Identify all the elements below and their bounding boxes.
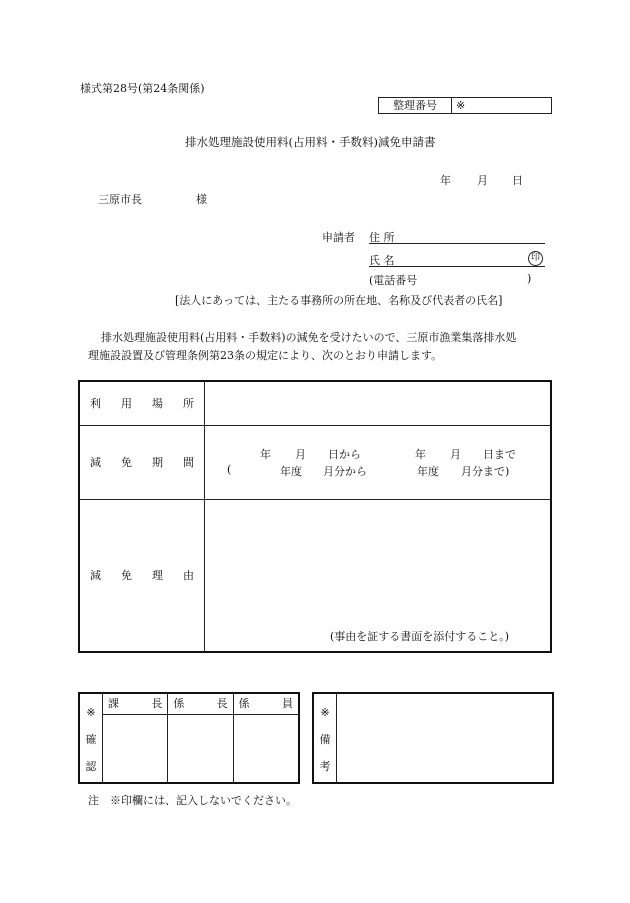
- remarks-char: 考: [319, 760, 331, 773]
- phone-close: ): [527, 272, 532, 285]
- period-to-fiscal-year: 年度: [417, 464, 439, 478]
- staff-header: [234, 694, 298, 714]
- date-year-field[interactable]: 年: [440, 174, 451, 187]
- reason-row: [79, 499, 551, 652]
- address-label: 住 所: [369, 231, 395, 244]
- confirmation-label: [80, 694, 103, 782]
- period-row: [79, 425, 551, 499]
- header-char: 長: [151, 697, 163, 710]
- application-table: [78, 380, 552, 653]
- remarks-mark: ※: [320, 706, 330, 719]
- confirmation-header-row: [103, 694, 298, 715]
- header-char: 長: [216, 697, 228, 710]
- reference-number-field[interactable]: ※: [456, 99, 466, 112]
- reason-attachment-note: (事由を証する書面を添付すること。): [330, 629, 510, 643]
- footnote: 注 ※印欄には、記入しないでください。: [88, 794, 297, 807]
- confirmation-seal-row: [103, 715, 298, 782]
- period-to-day: 日まで: [483, 447, 516, 461]
- remarks-box: [312, 692, 554, 784]
- reason-label-cell: [79, 499, 205, 652]
- confirmation-box: [78, 692, 300, 784]
- period-label-char: 期: [152, 456, 163, 469]
- reference-number-box: [378, 97, 552, 114]
- period-to-year: 年: [415, 447, 426, 461]
- form-number-label: 様式第28号(第24条関係): [80, 82, 205, 95]
- location-label-char: 利: [90, 397, 101, 411]
- location-label-char: 場: [152, 397, 163, 411]
- header-char: 課: [108, 697, 119, 710]
- period-paren-open: (: [227, 462, 232, 476]
- location-label-cell: [79, 381, 205, 425]
- confirmation-grid: [103, 694, 298, 782]
- applicant-name-field[interactable]: [369, 252, 545, 267]
- location-label-char: 用: [121, 397, 132, 411]
- confirmation-mark: ※: [86, 706, 96, 719]
- addressee-name: 三原市長: [98, 193, 142, 206]
- body-text-line2: 理施設設置及び管理条例第23条の規定により、次のとおり申請します。: [88, 349, 443, 362]
- subsection-chief-header: [168, 694, 233, 714]
- period-input-cell[interactable]: [205, 425, 552, 499]
- period-to-month: 月: [450, 447, 461, 461]
- addressee-honorific: 様: [196, 193, 207, 206]
- document-title: 排水処理施設使用料(占用料・手数料)減免申請書: [185, 135, 436, 149]
- location-label-char: 所: [183, 397, 194, 411]
- header-char: 員: [281, 697, 293, 710]
- reason-input-cell[interactable]: [205, 499, 552, 652]
- reference-number-label: 整理番号: [379, 98, 452, 113]
- remarks-input-cell[interactable]: [337, 694, 552, 782]
- subsection-chief-seal-cell[interactable]: [168, 715, 233, 782]
- period-label-char: 免: [121, 456, 132, 469]
- period-from-year: 年: [260, 447, 271, 461]
- period-label-char: 減: [90, 456, 101, 469]
- body-text-line1: 排水処理施設使用料(占用料・手数料)の減免を受けたいので、三原市漁業集落排水処: [101, 331, 517, 344]
- name-label: 氏 名: [369, 254, 395, 267]
- phone-label: (電話番号: [369, 274, 418, 287]
- date-month-field[interactable]: 月: [477, 174, 488, 187]
- period-from-day: 日から: [328, 447, 361, 461]
- remarks-char: 備: [319, 732, 331, 746]
- period-from-fiscal-year: 年度: [280, 464, 302, 478]
- seal-icon: 印: [528, 251, 543, 266]
- period-from-month-share: 月分から: [323, 464, 367, 478]
- period-label-char: 間: [183, 456, 194, 469]
- date-day-field[interactable]: 日: [512, 174, 523, 187]
- reason-label-char: 理: [152, 569, 163, 583]
- header-char: 係: [173, 697, 185, 710]
- location-input-cell[interactable]: [205, 381, 552, 425]
- confirmation-char: 認: [85, 760, 97, 773]
- period-from-month: 月: [295, 447, 306, 461]
- period-label-cell: [79, 425, 205, 499]
- section-chief-header: [103, 694, 168, 714]
- applicant-label: 申請者: [322, 231, 355, 244]
- remarks-label: [314, 694, 337, 782]
- staff-seal-cell[interactable]: [234, 715, 298, 782]
- corporate-note: [法人にあっては、主たる事務所の所在地、名称及び代表者の氏名]: [175, 294, 503, 307]
- reason-label-char: 由: [183, 569, 194, 583]
- applicant-address-field[interactable]: [369, 229, 545, 244]
- period-to-month-share: 月分まで): [461, 464, 510, 478]
- reason-label-char: 免: [121, 569, 132, 583]
- header-char: 係: [238, 697, 250, 710]
- location-row: [79, 381, 551, 425]
- confirmation-char: 確: [85, 732, 97, 746]
- section-chief-seal-cell[interactable]: [103, 715, 168, 782]
- reason-label-char: 減: [90, 569, 101, 583]
